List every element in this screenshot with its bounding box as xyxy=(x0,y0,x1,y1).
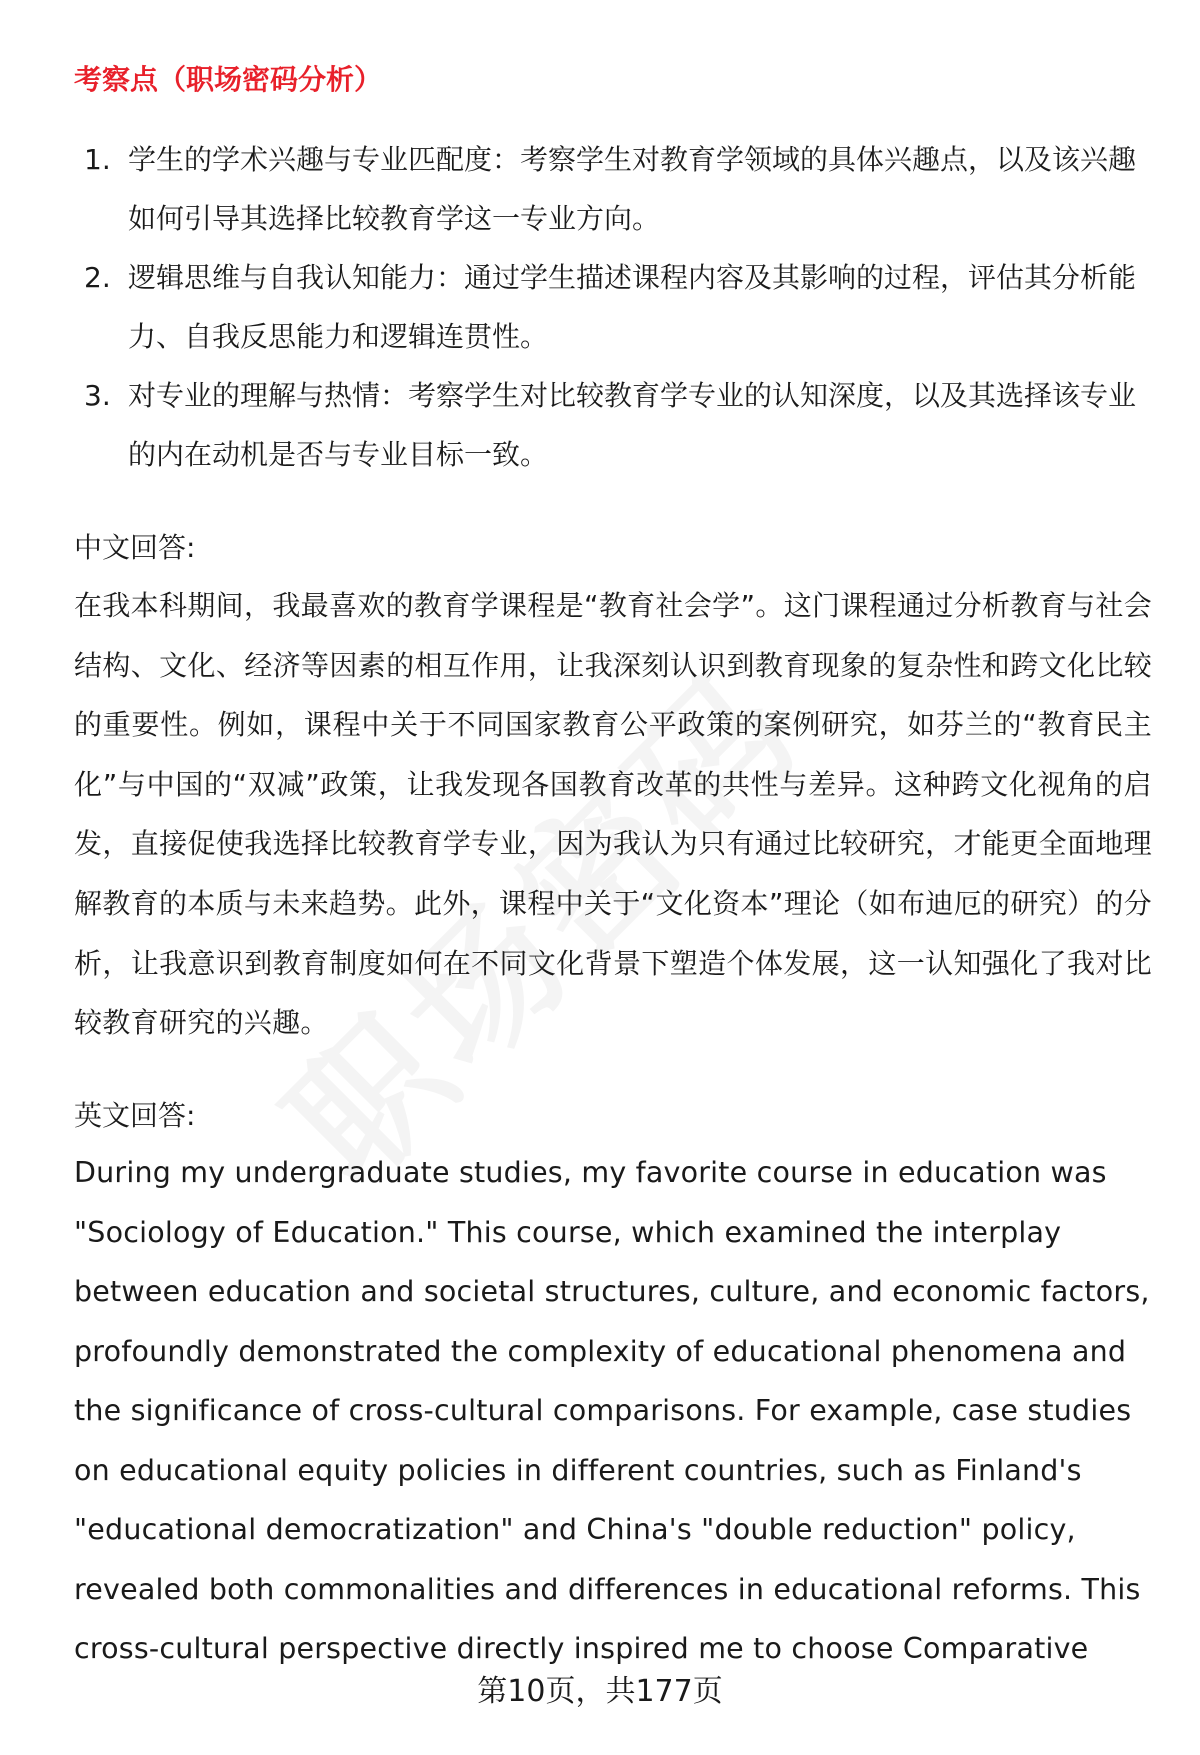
assessment-point xyxy=(74,130,1144,248)
section-title: 考察点（职场密码分析） xyxy=(74,63,383,96)
point-number: 3. xyxy=(84,379,111,412)
assessment-point xyxy=(74,248,1144,366)
point-number: 1. xyxy=(84,143,111,176)
point-text: 对专业的理解与热情：考察学生对比较教育学专业的认知深度，以及其选择该专业的内在动机是否与专业目标一致。 xyxy=(128,379,1137,471)
english-answer-label: 英文回答: xyxy=(74,1099,196,1132)
english-answer-text: During my undergraduate studies, my favorite course in education was "Sociology of Education." This course, which examined the interplay between education and societal structures, culture, and economic factors, profoundly demonstrated the complexity of educational phenomena and the significance of cross-cultural comparisons. For example, case studies on educational equity policies in different countries, such as Finland's "educational democratization" and China's "double reduction" policy, revealed both commonalities and differences in educational reforms. This cross-cultural perspective directly inspired me to choose Comparative xyxy=(74,1156,1150,1665)
point-text: 逻辑思维与自我认知能力：通过学生描述课程内容及其影响的过程，评估其分析能力、自我反思能力和逻辑连贯性。 xyxy=(128,261,1137,353)
chinese-answer-label: 中文回答: xyxy=(74,531,196,564)
chinese-answer-text: 在我本科期间，我最喜欢的教育学课程是“教育社会学”。这门课程通过分析教育与社会结构、文化、经济等因素的相互作用，让我深刻认识到教育现象的复杂性和跨文化比较的重要性。例如，课程中关于不同国家教育公平政策的案例研究，如芬兰的“教育民主化”与中国的“双减”政策，让我发现各国教育改革的共性与差异。这种跨文化视角的启发，直接促使我选择比较教育学专业，因为我认为只有通过比较研究，才能更全面地理解教育的本质与未来趋势。此外，课程中关于“文化资本”理论（如布迪厄的研究）的分析，让我意识到教育制度如何在不同文化背景下塑造个体发展，这一认知强化了我对比较教育研究的兴趣。 xyxy=(74,589,1152,1040)
assessment-points-list xyxy=(74,130,1144,484)
point-number: 2. xyxy=(84,261,111,294)
page-footer: 第10页，共177页 xyxy=(477,1674,723,1709)
assessment-point xyxy=(74,366,1144,484)
point-text: 学生的学术兴趣与专业匹配度：考察学生对教育学领域的具体兴趣点，以及该兴趣如何引导其选择比较教育学这一专业方向。 xyxy=(128,143,1137,235)
